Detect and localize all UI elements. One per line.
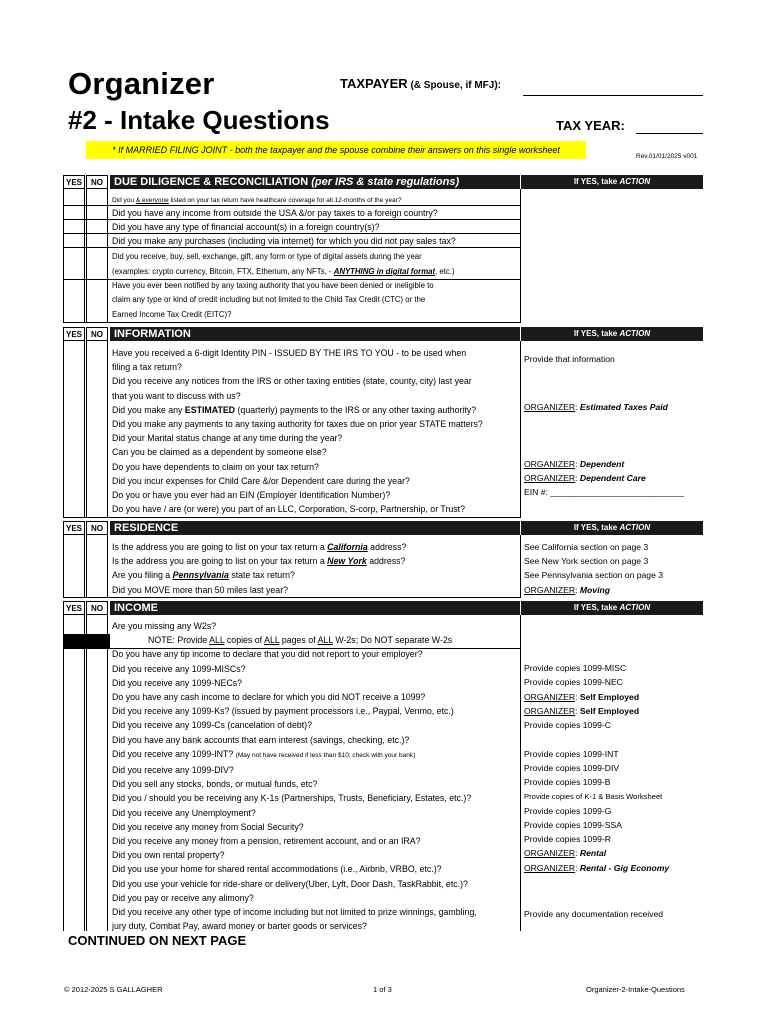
action-ein: EIN #: ____________________________ xyxy=(524,487,685,497)
mfj-note-banner: * If MARRIED FILING JOINT - both the taxpayer and the spouse combine their answers on this single worksheet xyxy=(86,141,586,159)
copyright-text: © 2012-2025 S GALLAGHER xyxy=(64,985,163,994)
text: See New York section on page 3 xyxy=(524,556,649,567)
text: Provide copies 1099-INT xyxy=(524,749,619,759)
text: Did you receive any notices from the IRS or other taxing entities (state, county, city) last year xyxy=(112,376,472,387)
taxpayer-label xyxy=(340,76,501,91)
text: See Pennsylvania section on page 3 xyxy=(524,570,664,581)
text: Do you have / are (or were) you part of an LLC, Corporation, S-corp, Partnership, or Trust? xyxy=(112,504,466,515)
text xyxy=(112,264,455,279)
text: Have you ever been notified by any taxing authority that you have been denied or ineligible to xyxy=(112,281,434,290)
section-title-italic: (per IRS & state regulations) xyxy=(311,176,460,188)
text-bold: ESTIMATED xyxy=(184,404,236,415)
question-sales-tax: Did you make any purchases (including via internet) for which you did not pay sales tax? xyxy=(112,236,456,246)
text: Did you receive any money from Social Security? xyxy=(112,821,304,832)
text: Did you xyxy=(112,197,136,204)
text: Did you use your home for shared rental accommodations (i.e., Airbnb, VRBO, etc.)? xyxy=(112,864,442,875)
action-dependent-care: ORGANIZER: Dependent Care xyxy=(524,473,646,483)
text xyxy=(112,633,477,647)
organizer-link: ORGANIZER xyxy=(524,705,576,716)
no-checkbox-column[interactable] xyxy=(86,189,108,322)
text: Provide copies 1099-MISC xyxy=(524,663,627,673)
text-bold: Rental xyxy=(579,848,607,859)
action-documentation: Provide any documentation received xyxy=(524,909,664,919)
text-underlined: & everyone xyxy=(135,197,169,204)
text: W-2s; Do NOT separate W-2s xyxy=(332,635,453,646)
text: Did you receive any 1099-MISCs? xyxy=(112,663,246,674)
text: Do you have any cash income to declare for which you did NOT receive a 1099? xyxy=(112,692,426,703)
row-divider xyxy=(63,597,521,598)
yes-checkbox-column[interactable] xyxy=(63,615,85,931)
text: Provide copies 1099-B xyxy=(524,777,611,788)
text: ORGANIZER: Rental xyxy=(524,848,607,859)
no-checkbox-column[interactable] xyxy=(86,535,108,597)
text-bold: Self Employed xyxy=(579,705,640,716)
blacked-out-row xyxy=(63,634,110,648)
text-underlined: Pennsylvania xyxy=(172,570,229,581)
question-list-income xyxy=(112,619,477,933)
revision-label: Rev.01/01/2025 v001 xyxy=(636,153,698,160)
text: ORGANIZER: Moving xyxy=(524,584,610,595)
text: Did you receive any 1099-Cs (cancelation of debt)? xyxy=(112,720,312,731)
text-bold: Estimated Taxes Paid xyxy=(579,402,668,412)
organizer-link: ORGANIZER xyxy=(524,691,576,702)
text: Did you receive any 1099-NECs? xyxy=(112,677,243,688)
organizer-link: ORGANIZER xyxy=(524,473,576,483)
text: , etc.) xyxy=(435,267,455,276)
text: Provide copies 1099-NEC xyxy=(524,677,623,688)
text: ORGANIZER: Rental - Gig Economy xyxy=(524,862,670,873)
text: (quarterly) payments to the IRS or any other taxing authority? xyxy=(235,404,477,415)
action-list-income-2 xyxy=(524,747,669,875)
text xyxy=(112,747,477,763)
organizer-link: ORGANIZER xyxy=(524,459,576,469)
text: filing a tax return? xyxy=(112,362,182,373)
question-foreign-income: Did you have any income from outside the USA &/or pay taxes to a foreign country? xyxy=(112,208,438,218)
text: Is the address you are going to list on your tax return a xyxy=(112,542,328,552)
section-header-information xyxy=(63,327,703,341)
text: Are you missing any W2s? xyxy=(112,621,217,631)
if-yes-text: If YES, take xyxy=(573,177,620,186)
text: ORGANIZER: Self Employed xyxy=(524,705,640,716)
tax-year-label: TAX YEAR: xyxy=(556,118,625,133)
page-title: Organizer xyxy=(68,66,215,101)
no-checkbox-column[interactable] xyxy=(86,615,108,931)
text: Did you receive any money from a pension, retirement account, and or an IRA? xyxy=(112,836,421,847)
text xyxy=(112,540,406,554)
text: Earned Income Tax Credit (EITC)? xyxy=(112,309,232,319)
action-column-label xyxy=(521,175,703,189)
text: Did you receive any 1099-INT? xyxy=(112,748,236,759)
text-bold: Dependent xyxy=(579,459,625,469)
text-underlined: ALL xyxy=(209,635,225,646)
yes-column-label: YES xyxy=(63,601,85,615)
text-bold: Rental - Gig Economy xyxy=(579,862,670,873)
text: Did your Marital status change at any time during the year? xyxy=(112,433,343,444)
question-foreign-account: Did you have any type of financial account(s) in a foreign country(s)? xyxy=(112,222,380,232)
action-text: ACTION xyxy=(619,523,651,532)
text: Did you receive any other type of income including but not limited to prize winnings, gambling, xyxy=(112,907,477,918)
text: ORGANIZER: Self Employed xyxy=(524,691,640,702)
action-text: ACTION xyxy=(619,603,651,612)
text: Did you incur expenses for Child Care &/or Dependent care during the year? xyxy=(112,475,410,486)
text: Provide copies 1099-C xyxy=(524,720,611,731)
text: Is the address you are going to list on your tax return a xyxy=(112,556,328,567)
text: See California section on page 3 xyxy=(524,542,649,552)
section-header-due-diligence xyxy=(63,175,703,189)
no-checkbox-column[interactable] xyxy=(86,341,108,517)
section-header-residence xyxy=(63,521,703,535)
text-bold: Dependent Care xyxy=(579,473,646,483)
text: Can you be claimed as a dependent by someone else? xyxy=(112,447,327,458)
text: that you want to discuss with us? xyxy=(112,390,241,401)
text: Did you receive any 1099-DIV? xyxy=(112,765,234,776)
text xyxy=(112,554,406,568)
action-list-residence xyxy=(524,540,663,597)
if-yes-text: If YES, take xyxy=(573,603,620,612)
text: Provide copies 1099-DIV xyxy=(524,763,620,774)
action-estimated-taxes: ORGANIZER: Estimated Taxes Paid xyxy=(524,402,668,412)
text: Provide copies 1099-G xyxy=(524,805,612,816)
text xyxy=(112,568,406,582)
divider xyxy=(520,189,521,322)
text: Did you make any payments to any taxing authority for taxes due on prior year STATE matters? xyxy=(112,419,483,430)
yes-checkbox-column[interactable] xyxy=(63,341,85,517)
yes-column-label: YES xyxy=(63,327,85,341)
text: NOTE: Provide xyxy=(148,635,210,646)
divider xyxy=(520,535,521,597)
text: Do you have dependents to claim on your tax return? xyxy=(112,461,319,472)
text-bold: Moving xyxy=(579,584,610,595)
text: Did you receive any Unemployment? xyxy=(112,807,256,818)
question-list-information xyxy=(112,346,483,516)
yes-column-label: YES xyxy=(63,521,85,535)
text: Did you receive any 1099-Ks? (issued by payment processors i.e., Paypal, Venmo, etc.) xyxy=(112,706,454,717)
text xyxy=(112,403,483,417)
text: state tax return? xyxy=(228,570,295,581)
no-column-label: NO xyxy=(86,521,108,535)
text: Did you make any xyxy=(112,404,185,415)
text: Are you filing a xyxy=(112,570,173,581)
yes-checkbox-column[interactable] xyxy=(63,189,85,322)
text: pages of xyxy=(279,635,318,646)
continued-label: CONTINUED ON NEXT PAGE xyxy=(68,933,247,948)
taxpayer-note: (& Spouse, if MFJ): xyxy=(407,80,502,91)
text-underlined: California xyxy=(327,542,368,552)
text-underlined: ANYTHING in digital format xyxy=(333,267,436,276)
text: Did you use your vehicle for ride-share or delivery(Uber, Lyft, Door Dash, TaskRabbit, etc.)? xyxy=(112,878,468,889)
divider xyxy=(520,615,521,931)
page-number: 1 of 3 xyxy=(373,985,392,994)
question-credit-denied xyxy=(112,279,434,322)
row-divider xyxy=(63,322,521,323)
text: Did you MOVE more than 50 miles last year? xyxy=(112,584,289,595)
divider xyxy=(520,341,521,517)
organizer-link: ORGANIZER xyxy=(524,402,576,412)
text-small: (May not have received if less than $10; check with your bank) xyxy=(235,751,416,759)
text: Did you sell any stocks, bonds, or mutual funds, etc? xyxy=(112,779,318,790)
text: Did you own rental property? xyxy=(112,850,225,861)
text-bold: Self Employed xyxy=(579,691,640,702)
text: copies of xyxy=(224,635,265,646)
yes-column-label: YES xyxy=(63,175,85,189)
no-column-label: NO xyxy=(86,601,108,615)
text: Provide copies 1099-R xyxy=(524,834,611,845)
row-divider xyxy=(63,517,521,518)
text: jury duty, Combat Pay, award money or barter goods or services? xyxy=(112,921,367,932)
action-list-income-1 xyxy=(524,661,639,732)
action-column-label xyxy=(521,327,703,341)
question-list-residence xyxy=(112,540,406,597)
text-underlined: ALL xyxy=(317,635,333,646)
section-title: INFORMATION xyxy=(110,327,520,341)
page-subtitle: #2 - Intake Questions xyxy=(68,105,330,135)
organizer-link: ORGANIZER xyxy=(524,862,576,873)
text-underlined: ALL xyxy=(264,635,280,646)
action-column-label xyxy=(521,521,703,535)
taxpayer-name-field[interactable] xyxy=(523,95,703,96)
no-column-label: NO xyxy=(86,175,108,189)
section-title: INCOME xyxy=(110,601,520,615)
if-yes-text: If YES, take xyxy=(573,523,620,532)
question-digital-assets xyxy=(112,249,455,279)
section-title xyxy=(110,175,520,189)
text: Do you or have you ever had an EIN (Employer Identification Number)? xyxy=(112,490,391,501)
action-dependent: ORGANIZER: Dependent xyxy=(524,459,625,469)
organizer-link: ORGANIZER xyxy=(524,848,576,859)
text: address? xyxy=(366,556,406,567)
text: address? xyxy=(367,542,407,552)
text: Did you have any bank accounts that earn interest (savings, checking, etc.)? xyxy=(112,734,410,745)
no-column-label: NO xyxy=(86,327,108,341)
action-text: ACTION xyxy=(619,177,651,186)
document-name: Organizer-2-Intake-Questions xyxy=(586,985,685,994)
text: Did you / should you be receiving any K-1s (Partnerships, Trusts, Beneficiary, Estates, etc.)? xyxy=(112,793,472,804)
action-provide-info: Provide that information xyxy=(524,354,615,364)
action-column-label xyxy=(521,601,703,615)
section-title-text: DUE DILIGENCE & RECONCILIATION xyxy=(114,176,312,188)
text: listed on your tax return have healthcare coverage for all 12-months of the year? xyxy=(168,197,402,204)
text: Provide copies 1099-SSA xyxy=(524,820,622,831)
text: (examples: crypto currency, Bitcoin, FTX, Etherium, any NFTs, - xyxy=(112,267,334,276)
organizer-link: ORGANIZER xyxy=(524,584,576,595)
if-yes-text: If YES, take xyxy=(573,329,620,338)
text: Did you receive, buy, sell, exchange, gift, any form or type of digital assets during the year xyxy=(112,252,422,261)
text: Did you pay or receive any alimony? xyxy=(112,892,254,903)
taxpayer-label-text: TAXPAYER xyxy=(340,76,408,91)
text: Provide copies of K-1 & Basis Worksheet xyxy=(524,791,663,801)
text: Have you received a 6-digit Identity PIN - ISSUED BY THE IRS TO YOU - to be used when xyxy=(112,348,467,358)
section-header-income xyxy=(63,601,703,615)
action-text: ACTION xyxy=(619,329,651,338)
text: Do you have any tip income to declare that you did not report to your employer? xyxy=(112,649,423,660)
yes-checkbox-column[interactable] xyxy=(63,535,85,597)
tax-year-field[interactable] xyxy=(636,133,703,134)
text: claim any type or kind of credit including but not limited to the Child Tax Credit (CTC) or the xyxy=(112,295,426,305)
section-title: RESIDENCE xyxy=(110,521,520,535)
text-underlined: New York xyxy=(327,556,367,567)
